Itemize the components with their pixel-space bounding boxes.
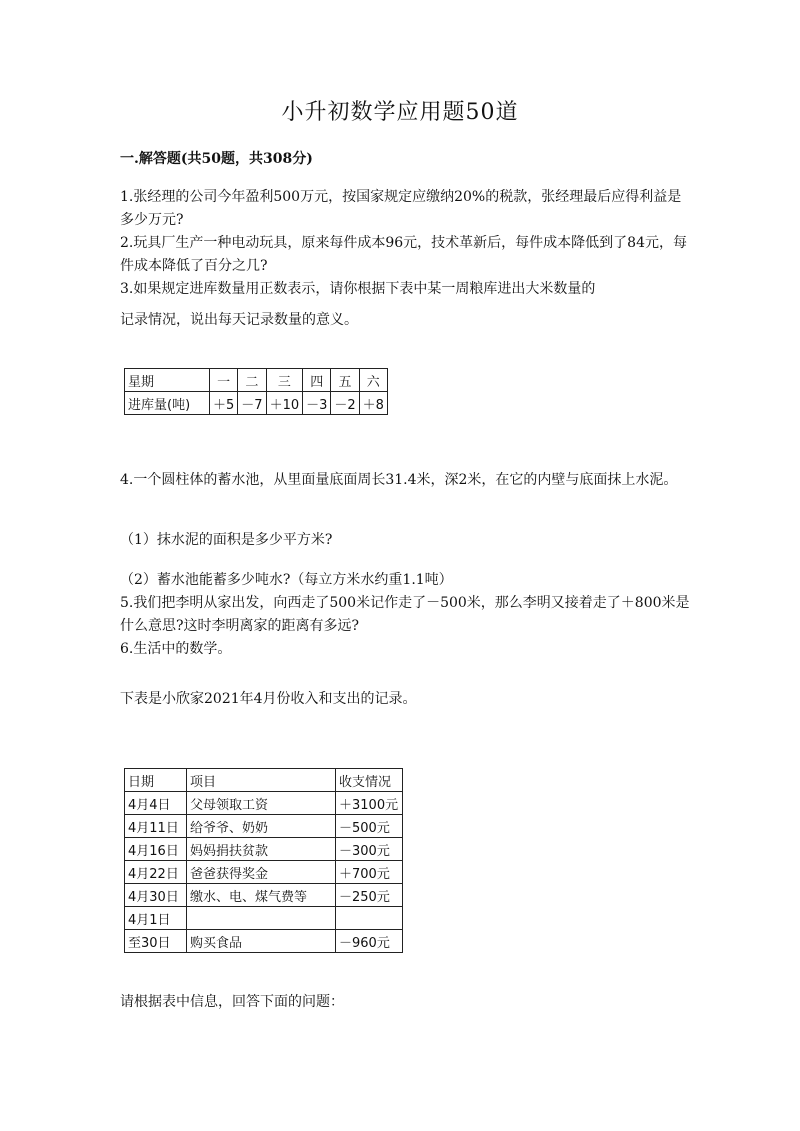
table-header-cell: 日期 xyxy=(125,769,187,792)
table-cell: 进库量(吨) xyxy=(125,392,210,415)
table-cell: 4月16日 xyxy=(125,838,187,861)
table-cell: 二 xyxy=(238,369,266,392)
table-cell: ＋8 xyxy=(359,392,387,415)
table-cell: 爸爸获得奖金 xyxy=(187,861,336,884)
table-cell: ＋5 xyxy=(210,392,238,415)
table-row xyxy=(125,861,403,884)
table-cell: 给爷爷、奶奶 xyxy=(187,815,336,838)
table-cell: 四 xyxy=(303,369,331,392)
table-cell xyxy=(187,907,336,930)
question-4: 4.一个圆柱体的蓄水池，从里面量底面周长31.4米，深2米，在它的内壁与底面抹上水泥。 xyxy=(120,472,678,488)
table-cell: 三 xyxy=(266,369,303,392)
table-cell xyxy=(336,907,403,930)
table-row xyxy=(125,792,403,815)
table-header-row xyxy=(125,769,403,792)
table-row xyxy=(125,930,403,953)
table-row xyxy=(125,392,388,415)
table-cell: －2 xyxy=(331,392,359,415)
page-title: 小升初数学应用题50道 xyxy=(281,100,519,125)
table-row xyxy=(125,907,403,930)
table-cell: 4月4日 xyxy=(125,792,187,815)
table-cell: 父母领取工资 xyxy=(187,792,336,815)
table-row xyxy=(125,884,403,907)
table-cell: 4月11日 xyxy=(125,815,187,838)
table-cell: 六 xyxy=(359,369,387,392)
table-header-cell: 项目 xyxy=(187,769,336,792)
table-cell: 星期 xyxy=(125,369,210,392)
table-row xyxy=(125,369,388,392)
table-cell: ＋700元 xyxy=(336,861,403,884)
question-3-line-1: 3.如果规定进库数量用正数表示，请你根据下表中某一周粮库进出大米数量的 xyxy=(120,281,596,297)
grain-storage-table xyxy=(124,368,388,415)
table-cell: 五 xyxy=(331,369,359,392)
table-cell: 4月22日 xyxy=(125,861,187,884)
table-cell: －300元 xyxy=(336,838,403,861)
table-cell: 一 xyxy=(210,369,238,392)
table-row xyxy=(125,838,403,861)
table-row xyxy=(125,815,403,838)
question-4-part-1: （1）抹水泥的面积是多少平方米? xyxy=(120,532,333,548)
question-4-part-2: （2）蓄水池能蓄多少吨水?（每立方米水约重1.1吨） xyxy=(120,572,453,588)
table-cell: －500元 xyxy=(336,815,403,838)
table-cell: 4月30日 xyxy=(125,884,187,907)
question-6-outro: 请根据表中信息，回答下面的问题： xyxy=(120,994,344,1010)
table-cell: 购买食品 xyxy=(187,930,336,953)
table-cell: －3 xyxy=(303,392,331,415)
table-cell: －250元 xyxy=(336,884,403,907)
question-1-2 xyxy=(120,186,690,301)
question-6: 6.生活中的数学。 xyxy=(120,641,232,657)
income-expense-table xyxy=(124,768,403,953)
table-cell: －960元 xyxy=(336,930,403,953)
table-header-cell: 收支情况 xyxy=(336,769,403,792)
question-2: 2.玩具厂生产一种电动玩具，原来每件成本96元，技术革新后，每件成本降低到了84元，每件成本降低了百分之几? xyxy=(120,235,687,274)
table-cell: 妈妈捐扶贫款 xyxy=(187,838,336,861)
question-5: 5.我们把李明从家出发，向西走了500米记作走了－500米，那么李明又接着走了＋800米是什么意思?这时李明离家的距离有多远? xyxy=(120,595,690,634)
table-cell: －7 xyxy=(238,392,266,415)
question-1: 1.张经理的公司今年盈利500万元，按国家规定应缴纳20%的税款，张经理最后应得利益是多少万元? xyxy=(120,189,682,228)
question-4-part-2-to-6 xyxy=(120,569,690,661)
question-6-intro: 下表是小欣家2021年4月份收入和支出的记录。 xyxy=(120,691,417,707)
question-3-line-2: 记录情况，说出每天记录数量的意义。 xyxy=(120,312,358,328)
table-cell: 至30日 xyxy=(125,930,187,953)
table-cell: ＋3100元 xyxy=(336,792,403,815)
table-cell: ＋10 xyxy=(266,392,303,415)
table-cell: 缴水、电、煤气费等 xyxy=(187,884,336,907)
table-cell: 4月1日 xyxy=(125,907,187,930)
section-heading: 一.解答题(共50题，共308分) xyxy=(120,151,313,167)
